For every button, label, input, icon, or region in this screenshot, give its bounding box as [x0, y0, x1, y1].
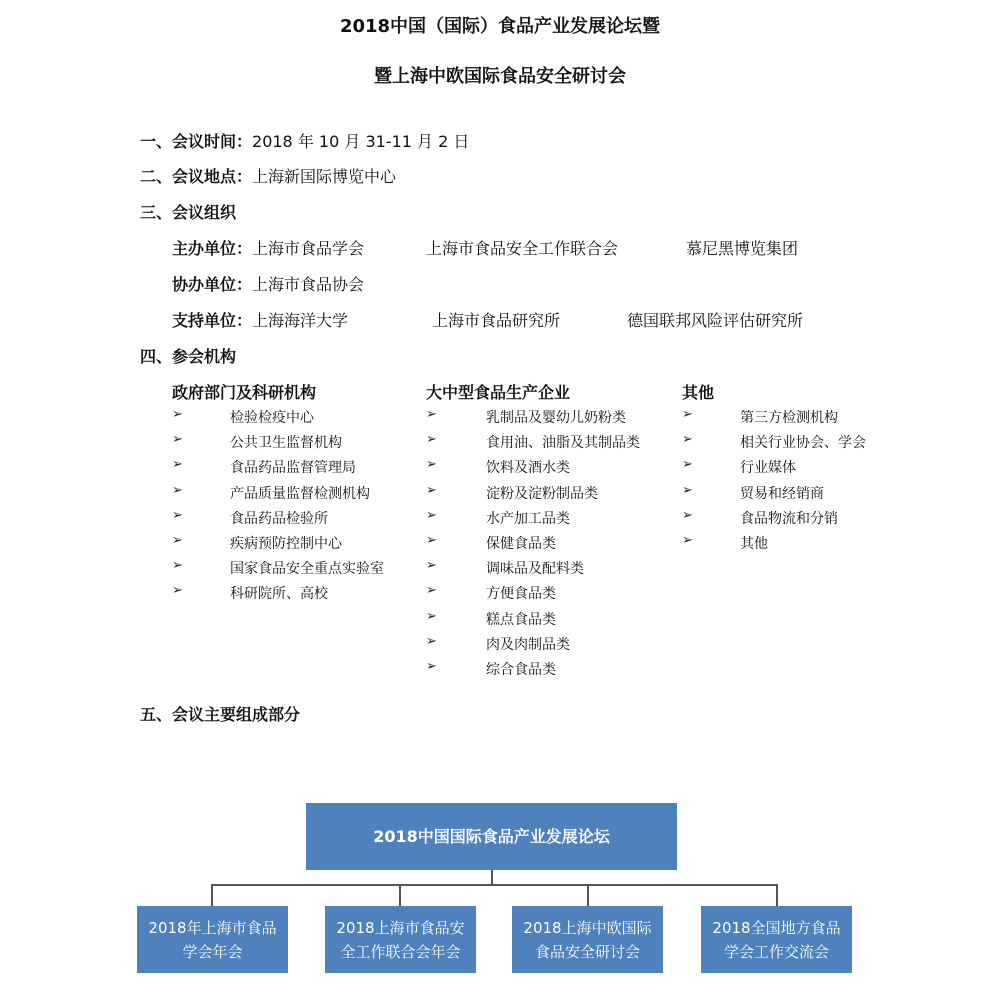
bullet-icon: ➢ [682, 533, 693, 548]
org-chart-child-box [701, 906, 852, 973]
connector-bar [211, 884, 778, 886]
support-item: 德国联邦风险评估研究所 [627, 311, 804, 330]
participant-item: 国家食品安全重点实验室 [230, 561, 384, 578]
section-place-value: 上海新国际博览中心 [252, 167, 397, 186]
bullet-icon: ➢ [426, 533, 437, 548]
column-title-other: 其他 [682, 383, 715, 402]
participant-item: 食品药品检验所 [230, 510, 328, 527]
child-line: 2018年上海市食品 [148, 918, 277, 937]
bullet-icon: ➢ [426, 558, 437, 574]
child-line: 2018上海市食品安 [336, 918, 465, 937]
org-chart-top-label: 2018中国国际食品产业发展论坛 [373, 826, 610, 846]
co-label: 协办单位： [172, 275, 253, 294]
connector-drop [776, 884, 778, 906]
connector-stem [491, 870, 493, 885]
support-item: 上海海洋大学 [252, 311, 349, 330]
participant-item: 贸易和经销商 [740, 485, 824, 502]
participant-item: 行业媒体 [740, 460, 796, 477]
participant-item: 食用油、油脂及其制品类 [486, 435, 640, 452]
bullet-icon: ➢ [172, 507, 183, 523]
child-line: 全工作联合会年会 [340, 942, 461, 961]
section-org-heading: 三、会议组织 [140, 203, 237, 222]
participant-item: 相关行业协会、学会 [740, 435, 866, 452]
host-item: 上海市食品安全工作联合会 [426, 239, 619, 258]
section-time-label: 一、会议时间： [140, 132, 253, 151]
child-line: 食品安全研讨会 [534, 942, 640, 961]
bullet-icon: ➢ [426, 633, 437, 649]
org-chart-child-box [325, 906, 476, 973]
connector-drop [211, 884, 213, 906]
participant-item: 第三方检测机构 [740, 410, 838, 426]
bullet-icon: ➢ [426, 407, 437, 422]
host-item: 上海市食品学会 [252, 239, 365, 258]
child-line: 2018全国地方食品 [712, 918, 841, 937]
co-item: 上海市食品协会 [252, 275, 365, 294]
section-time [140, 129, 469, 152]
bullet-icon: ➢ [426, 659, 437, 674]
participant-item: 综合食品类 [486, 662, 556, 678]
section-place [140, 164, 396, 187]
section-time-value: 2018 年 10 月 31-11 月 2 日 [252, 132, 470, 151]
bullet-icon: ➢ [426, 432, 437, 448]
participant-item: 糕点食品类 [486, 611, 556, 628]
participant-item: 肉及肉制品类 [486, 636, 570, 653]
bullet-icon: ➢ [682, 507, 693, 523]
support-label: 支持单位： [172, 311, 253, 330]
bullet-icon: ➢ [426, 507, 437, 523]
bullet-icon: ➢ [172, 533, 183, 548]
bullet-icon: ➢ [682, 457, 693, 473]
host-row [172, 236, 364, 259]
participant-item: 疾病预防控制中心 [230, 536, 342, 552]
participant-item: 产品质量监督检测机构 [230, 485, 370, 502]
section-components-heading: 五、会议主要组成部分 [140, 705, 301, 724]
host-item: 慕尼黑博览集团 [686, 239, 799, 258]
org-chart-top-box [306, 803, 677, 870]
participant-item: 食品药品监督管理局 [230, 460, 356, 477]
participant-item: 科研院所、高校 [230, 586, 328, 603]
child-line: 学会工作交流会 [723, 942, 829, 961]
participant-item: 保健食品类 [486, 536, 556, 552]
bullet-icon: ➢ [172, 482, 183, 498]
org-chart-child-box [512, 906, 663, 973]
participant-item: 公共卫生监督机构 [230, 435, 342, 452]
bullet-icon: ➢ [172, 432, 183, 448]
child-line: 学会年会 [182, 942, 243, 961]
co-row [172, 272, 364, 295]
bullet-icon: ➢ [682, 482, 693, 498]
host-label: 主办单位： [172, 239, 253, 258]
bullet-icon: ➢ [682, 407, 693, 422]
bullet-icon: ➢ [172, 583, 183, 599]
column-title-government: 政府部门及科研机构 [172, 383, 317, 402]
title-line-1: 2018中国（国际）食品产业发展论坛暨 [339, 16, 661, 37]
org-chart-child-box [137, 906, 288, 973]
section-participants-heading: 四、参会机构 [140, 347, 237, 366]
participant-item: 食品物流和分销 [740, 510, 838, 527]
bullet-icon: ➢ [682, 432, 693, 448]
bullet-icon: ➢ [172, 407, 183, 422]
bullet-icon: ➢ [426, 608, 437, 624]
participant-item: 饮料及酒水类 [486, 460, 570, 477]
column-title-enterprises: 大中型食品生产企业 [426, 383, 571, 402]
child-line: 2018上海中欧国际 [523, 918, 652, 937]
connector-drop [399, 884, 401, 906]
participant-item: 水产加工品类 [486, 510, 570, 527]
participant-item: 调味品及配料类 [486, 561, 584, 578]
connector-drop [587, 884, 589, 906]
bullet-icon: ➢ [426, 457, 437, 473]
section-place-label: 二、会议地点： [140, 167, 253, 186]
participant-item: 乳制品及婴幼儿奶粉类 [486, 410, 626, 426]
participant-item: 淀粉及淀粉制品类 [486, 485, 598, 502]
participant-item: 方便食品类 [486, 586, 556, 603]
bullet-icon: ➢ [426, 482, 437, 498]
participant-item: 检验检疫中心 [230, 410, 314, 426]
participant-item: 其他 [740, 536, 768, 552]
bullet-icon: ➢ [426, 583, 437, 599]
bullet-icon: ➢ [172, 558, 183, 574]
bullet-icon: ➢ [172, 457, 183, 473]
title-line-2: 暨上海中欧国际食品安全研讨会 [374, 66, 626, 87]
support-row [172, 308, 348, 331]
support-item: 上海市食品研究所 [432, 311, 561, 330]
